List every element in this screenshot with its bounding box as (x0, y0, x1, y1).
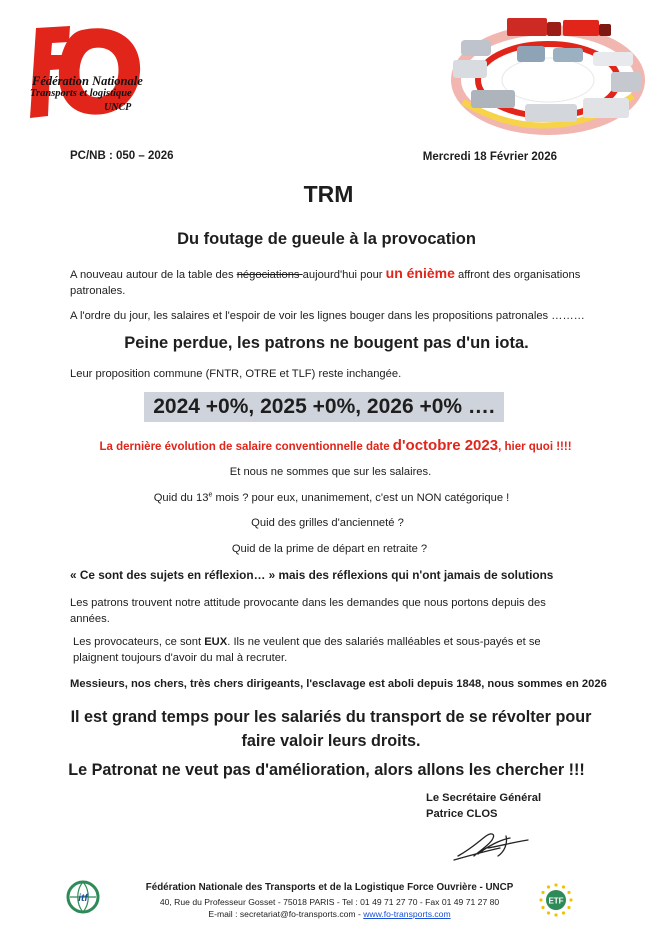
quote-rest: mais des réflexions qui n'ont jamais de solutions (275, 568, 554, 582)
p1-highlight: un énième (385, 265, 455, 281)
quote-line (70, 568, 553, 582)
last-raise-line (8, 437, 663, 454)
p1-text-a: A nouveau autour de la table des (70, 269, 237, 281)
c2-b: mois ? pour eux, unanimement, c'est un NON catégorique ! (212, 492, 510, 504)
paragraph-provocateurs (73, 634, 553, 666)
p5-a: Les provocateurs, ce sont (73, 636, 205, 648)
paragraph-intro (70, 263, 590, 300)
etf-badge-text: ETF (548, 896, 564, 906)
line-seniority-grids: Quid des grilles d'ancienneté ? (251, 517, 404, 529)
footer-email: E-mail : secretariat@fo-transports.com - (208, 909, 364, 919)
p1-text-c: affront des organisations patronales. (70, 269, 581, 298)
etf-stars-icon (538, 882, 574, 918)
line-retirement-bonus: Quid de la prime de départ en retraite ? (231, 543, 428, 555)
etf-badge (538, 882, 574, 918)
footer-website-link[interactable]: www.fo-transports.com (363, 909, 451, 919)
c2-a: Quid du 13 (153, 492, 209, 504)
paragraph-slavery: Messieurs, nos chers, très chers dirigeants, l'esclavage est aboli depuis 1848, nous sommes en 2026 (70, 678, 607, 690)
signature-name: Patrice CLOS (426, 808, 498, 820)
red-line-date: d'octobre 2023 (392, 437, 499, 454)
salary-figures: 2024 +0%, 2025 +0%, 2026 +0% …. (144, 392, 504, 422)
p5-bold: EUX (204, 636, 228, 648)
footer-organisation: Fédération Nationale des Transports et de la Logistique Force Ouvrière - UNCP (145, 882, 514, 893)
itf-badge-text: itf (78, 893, 88, 904)
paragraph-agenda: A l'ordre du jour, les salaires et l'espoir de voir les lignes bouger dans les propositions patronales ……… (70, 310, 585, 322)
signature-image (448, 826, 538, 866)
document-date: Mercredi 18 Février 2026 (422, 151, 557, 163)
line-13th-month (0, 490, 663, 506)
p1-text-b: aujourd'hui pour (302, 269, 386, 281)
c2-sup: e (208, 491, 213, 499)
paragraph-proposal: Leur proposition commune (FNTR, OTRE et TLF) reste inchangée. (70, 368, 402, 380)
fo-logo (22, 20, 182, 135)
subtitle: Du foutage de gueule à la provocation (177, 230, 476, 248)
p5-b: . Ils ne veulent que des salariés malléables et sous-payés et se plaignent toujours d'avoir du mal à recruter. (73, 636, 541, 665)
logo-line-3: UNCP (104, 102, 132, 113)
line-salaries-only: Et nous ne sommes que sur les salaires. (229, 466, 432, 478)
paragraph-bosses-attitude: Les patrons trouvent notre attitude provocante dans les demandes que nous portons depuis des années. (70, 597, 546, 626)
callout-revolt: Il est grand temps pour les salariés du transport de se révolter pour faire valoir leurs droits. (70, 708, 592, 751)
callout-go-get-them: Le Patronat ne veut pas d'amélioration, alors allons les chercher !!! (68, 761, 585, 779)
logo-line-1: Fédération Nationale (32, 74, 143, 88)
red-line-b: , hier quoi !!!! (498, 441, 572, 453)
vehicles-illustration (443, 12, 648, 137)
red-line-a: La dernière évolution de salaire conventionnelle date (99, 441, 393, 453)
vehicles-image (443, 12, 648, 137)
heading-peine-perdue: Peine perdue, les patrons ne bougent pas d'un iota. (124, 334, 529, 352)
p1-struck-word: négociations (236, 269, 303, 281)
reference-number: PC/NB : 050 – 2026 (70, 150, 174, 162)
handwritten-signature (448, 826, 538, 866)
quote-bold: « Ce sont des sujets en réflexion… » (70, 568, 276, 582)
page-title: TRM (303, 181, 354, 207)
logo-line-2: Transports et logistique (30, 88, 132, 99)
footer-address: 40, Rue du Professeur Gosset - 75018 PARIS - Tel : 01 49 71 27 70 - Fax 01 49 71 27 80 (159, 897, 500, 907)
signature-role: Le Secrétaire Général (426, 792, 542, 804)
